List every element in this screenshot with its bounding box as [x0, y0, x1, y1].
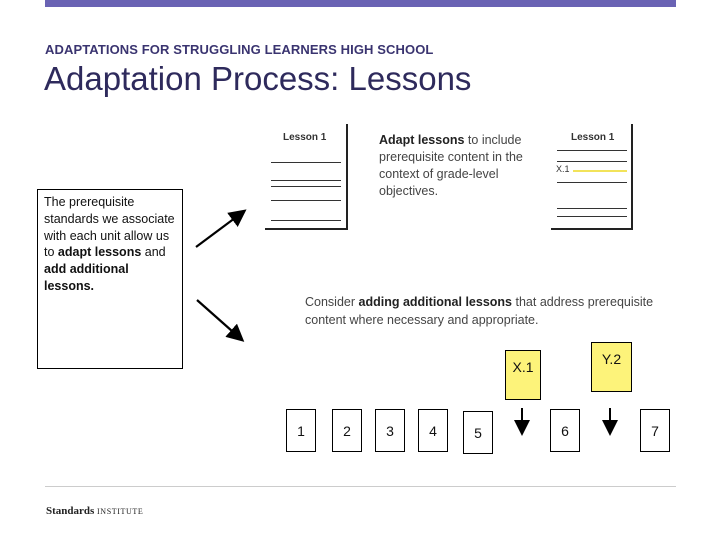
doc-line [557, 208, 627, 209]
standards-institute-logo [46, 505, 143, 517]
lesson-box-5: 5 [463, 411, 493, 454]
lesson-box-3: 3 [375, 409, 405, 452]
doc-line [557, 216, 627, 217]
adapt-note-bold: Adapt lessons [379, 133, 465, 147]
consider-pre: Consider [305, 295, 356, 309]
prerequisite-standards-box [37, 189, 183, 369]
doc-line [271, 180, 341, 181]
lesson-document-adapted [551, 124, 633, 230]
left-box-text: The prerequisite standards we associate with each unit allow us to [44, 195, 175, 260]
consider-adding-note [305, 294, 665, 329]
lesson-box-1: 1 [286, 409, 316, 452]
logo-institute: INSTITUTE [97, 507, 144, 516]
doc-line [271, 186, 341, 187]
consider-rest: that address prerequisite content where necessary and appropriate. [305, 295, 654, 327]
doc-line [557, 182, 627, 183]
adapt-note-rest: to include prerequisite content in the context of grade-level objectives. [379, 133, 523, 198]
lesson-document-original [265, 124, 348, 230]
logo-bold: Standards [46, 505, 95, 517]
left-box-bold-adapt: adapt lessons [57, 245, 142, 260]
doc-marker: X.1 [556, 164, 570, 174]
top-accent-bar [45, 0, 676, 7]
lesson-box-4: 4 [418, 409, 448, 452]
consider-bold: adding additional lessons [358, 295, 513, 309]
left-box-bold-add: add additional lessons. [44, 262, 129, 293]
lesson-box-2: 2 [332, 409, 362, 452]
doc-line [271, 162, 341, 163]
doc-line [271, 220, 341, 221]
slide-subtitle: ADAPTATIONS FOR STRUGGLING LEARNERS HIGH SCHOOL [45, 42, 434, 57]
lesson-box-7: 7 [640, 409, 670, 452]
doc-line [271, 200, 341, 201]
lesson-box-y2: Y.2 [591, 342, 632, 392]
adapt-lessons-note [379, 132, 549, 200]
arrow-to-add [197, 300, 241, 339]
lesson-box-x1: X.1 [505, 350, 541, 400]
doc-line [557, 161, 627, 162]
doc-highlight [573, 170, 627, 172]
slide-title: Adaptation Process: Lessons [44, 60, 472, 97]
doc-right-title: Lesson 1 [571, 132, 615, 143]
arrow-to-adapt [196, 212, 243, 247]
footer-divider [45, 486, 676, 487]
lesson-box-6: 6 [550, 409, 580, 452]
doc-line [557, 150, 627, 151]
left-box-and: and [144, 245, 166, 260]
doc-left-title: Lesson 1 [283, 132, 327, 143]
